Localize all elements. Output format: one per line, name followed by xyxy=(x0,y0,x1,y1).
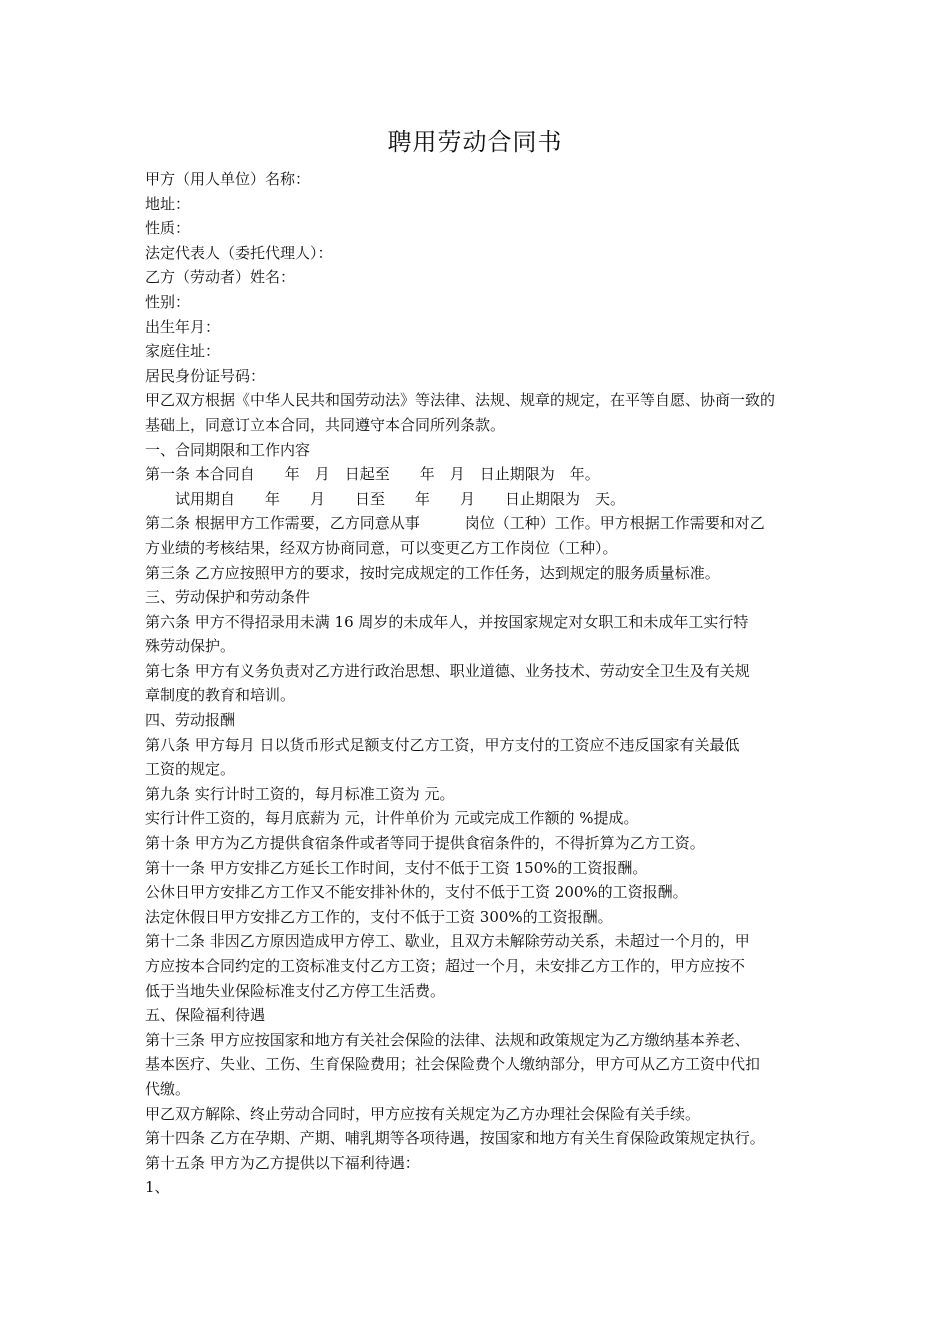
text-line: 第一条 本合同自 年 月 日起至 年 月 日止期限为 年。 xyxy=(145,465,600,484)
text-line: 第六条 甲方不得招录用未满 16 周岁的未成年人，并按国家规定对女职工和未成年工实行特 xyxy=(145,612,749,631)
text-line: 公休日甲方安排乙方工作又不能安排补休的，支付不低于工资 200%的工资报酬。 xyxy=(145,883,688,902)
text-line: 四、劳动报酬 xyxy=(145,711,236,730)
text-line: 代缴。 xyxy=(145,1079,191,1098)
contract-body xyxy=(145,167,825,1200)
text-line: 甲乙双方根据《中华人民共和国劳动法》等法律、法规、规章的规定，在平等自愿、协商一致的 xyxy=(145,391,776,410)
text-line: 基础上，同意订立本合同，共同遵守本合同所列条款。 xyxy=(145,415,506,434)
text-line: 出生年月： xyxy=(145,317,221,336)
text-line: 甲乙双方解除、终止劳动合同时，甲方应按有关规定为乙方办理社会保险有关手续。 xyxy=(145,1104,701,1123)
text-line: 方业绩的考核结果，经双方协商同意，可以变更乙方工作岗位（工种）。 xyxy=(145,538,618,557)
text-line: 乙方（劳动者）姓名： xyxy=(145,268,296,287)
text-line: 甲方（用人单位）名称： xyxy=(145,170,311,188)
text-line: 工资的规定。 xyxy=(145,760,236,779)
text-line: 法定代表人（委托代理人）： xyxy=(145,243,333,262)
text-line: 居民身份证号码： xyxy=(145,366,266,385)
text-line: 实行计件工资的，每月底薪为 元，计件单价为 元或完成工作额的 %提成。 xyxy=(145,809,639,828)
text-line: 第九条 实行计时工资的，每月标准工资为 元。 xyxy=(145,784,455,803)
text-line: 五、保险福利待遇 xyxy=(145,1006,266,1025)
text-line: 地址： xyxy=(145,194,191,213)
text-line: 第二条 根据甲方工作需要，乙方同意从事 岗位（工种）工作。甲方根据工作需要和对乙 xyxy=(145,514,765,533)
text-line: 性质： xyxy=(145,219,191,238)
text-line: 基本医疗、失业、工伤、生育保险费用；社会保险费个人缴纳部分，甲方可从乙方工资中代扣 xyxy=(145,1055,761,1074)
text-line: 试用期自 年 月 日至 年 月 日止期限为 天。 xyxy=(145,489,626,508)
document-title: 聘用劳动合同书 xyxy=(387,128,563,156)
text-line: 第八条 甲方每月 日以货币形式足额支付乙方工资，甲方支付的工资应不违反国家有关最低 xyxy=(145,735,740,754)
text-line: 低于当地失业保险标准支付乙方停工生活费。 xyxy=(145,981,446,1000)
text-line: 殊劳动保护。 xyxy=(145,637,236,656)
text-line: 第十三条 甲方应按国家和地方有关社会保险的法律、法规和政策规定为乙方缴纳基本养老、 xyxy=(145,1030,750,1049)
text-line: 第十一条 甲方安排乙方延长工作时间，支付不低于工资 150%的工资报酬。 xyxy=(145,858,648,877)
text-line: 第十条 甲方为乙方提供食宿条件或者等同于提供食宿条件的，不得折算为乙方工资。 xyxy=(145,834,705,853)
text-line: 第十四条 乙方在孕期、产期、哺乳期等各项待遇，按国家和地方有关生育保险政策规定执行。 xyxy=(145,1129,765,1148)
text-line: 第十五条 甲方为乙方提供以下福利待遇： xyxy=(145,1153,420,1172)
text-line: 家庭住址： xyxy=(145,342,221,361)
text-line: 第十二条 非因乙方原因造成甲方停工、歇业，且双方未解除劳动关系，未超过一个月的，甲 xyxy=(145,932,750,951)
text-line: 1、 xyxy=(145,1178,170,1197)
text-line: 性别： xyxy=(145,292,191,311)
text-line: 章制度的教育和培训。 xyxy=(145,686,296,705)
text-line: 第三条 乙方应按照甲方的要求，按时完成规定的工作任务，达到规定的服务质量标准。 xyxy=(145,563,720,582)
text-line: 方应按本合同约定的工资标准支付乙方工资；超过一个月，未安排乙方工作的，甲方应按不 xyxy=(145,957,746,975)
text-line: 三、劳动保护和劳动条件 xyxy=(145,588,311,607)
text-line: 第七条 甲方有义务负责对乙方进行政治思想、职业道德、业务技术、劳动安全卫生及有关规 xyxy=(145,661,750,680)
text-line: 法定休假日甲方安排乙方工作的，支付不低于工资 300%的工资报酬。 xyxy=(145,907,613,926)
text-line: 一、合同期限和工作内容 xyxy=(145,440,311,459)
